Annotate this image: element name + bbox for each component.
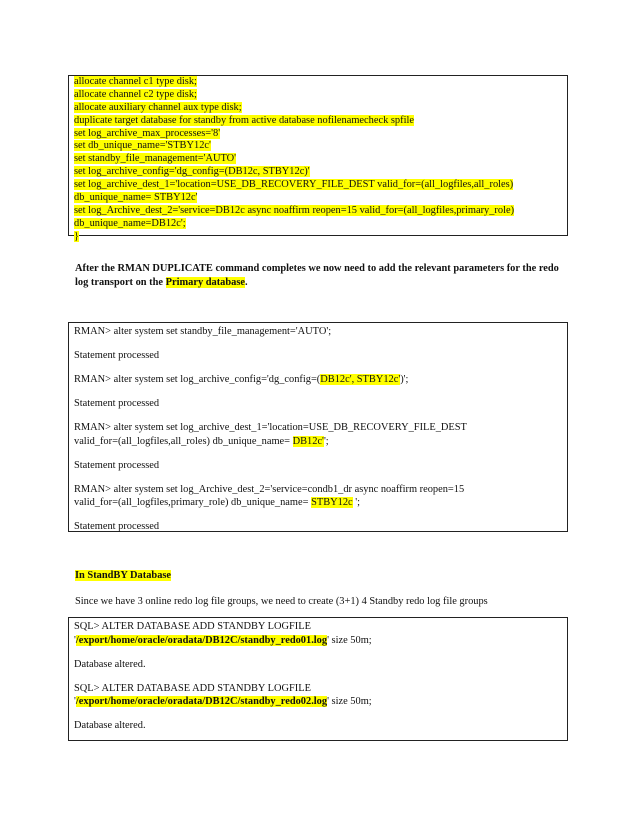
script-line: db_unique_name= STBY12c' <box>74 192 198 204</box>
script-line: set standby_file_management='AUTO' <box>74 153 237 165</box>
command-text: RMAN> alter system set log_archive_config='dg_config=( <box>74 374 321 385</box>
sql-command: SQL> ALTER DATABASE ADD STANDBY LOGFILE <box>74 621 311 632</box>
command-result: Statement processed <box>74 398 160 409</box>
command-text: RMAN> alter system set log_Archive_dest_2='service=condb1_dr async noaffirm reopen=15 <box>74 483 465 495</box>
command-text: valid_for=(all_logfiles,primary_role) db_unique_name= <box>74 497 309 508</box>
value-highlight: DB12c', STBY12c' <box>320 374 401 385</box>
value-highlight: STBY12c <box>311 497 353 508</box>
script-line: db_unique_name=DB12c'; <box>74 217 186 229</box>
command-result: Statement processed <box>74 459 160 471</box>
script-line: allocate channel c1 type disk; <box>74 76 197 87</box>
script-line: duplicate target database for standby from active database nofilenamecheck spfile <box>74 114 414 126</box>
script-line: set log_Archive_dest_2='service=DB12c async noaffirm reopen=15 valid_for=(all_logfiles,primary_role) <box>74 204 515 216</box>
file-path-highlight: /export/home/oracle/oradata/DB12C/standby_redo01.log <box>75 634 328 646</box>
rman-command <box>74 325 562 339</box>
standby-heading <box>75 569 570 583</box>
script-line: set log_archive_max_processes='8' <box>74 127 221 139</box>
sql-command-cont <box>74 695 562 709</box>
primary-params-paragraph <box>75 262 570 289</box>
rman-command-cont <box>74 435 562 449</box>
file-path-highlight: /export/home/oracle/oradata/DB12C/standby_redo02.log <box>75 696 328 707</box>
command-text: RMAN> alter system set standby_file_management='AUTO'; <box>74 326 332 337</box>
primary-database-highlight: Primary database <box>165 276 246 288</box>
command-text: ' size 50m; <box>327 634 372 646</box>
sql-commands-box <box>68 617 568 741</box>
command-result: Database altered. <box>74 658 146 670</box>
rman-command-cont <box>74 496 562 510</box>
standby-paragraph: Since we have 3 online redo log file groups, we need to create (3+1) 4 Standby redo log file groups <box>75 596 488 607</box>
command-text: ' size 50m; <box>327 696 372 707</box>
command-text: '; <box>323 435 329 447</box>
script-line: allocate channel c2 type disk; <box>74 88 197 100</box>
rman-command <box>74 421 562 435</box>
paragraph-end: . <box>245 276 248 288</box>
command-result: Statement processed <box>74 521 160 532</box>
rman-command <box>74 483 562 497</box>
script-line: } <box>74 230 79 242</box>
value-highlight: DB12c' <box>292 435 324 447</box>
paragraph-text: After the RMAN DUPLICATE command completes we now need to add the relevant parameters for the redo log transport on the <box>75 263 559 288</box>
standby-heading-text: In StandBY Database <box>75 570 172 581</box>
rman-commands-box <box>68 322 568 532</box>
rman-script-box <box>68 75 568 242</box>
command-text: valid_for=(all_logfiles,all_roles) db_unique_name= <box>74 435 291 447</box>
command-result: Statement processed <box>74 350 160 361</box>
command-text: )'; <box>400 374 409 385</box>
script-line: set log_archive_config='dg_config=(DB12c, STBY12c)' <box>74 166 310 178</box>
script-line: set db_unique_name='STBY12c' <box>74 140 211 152</box>
rman-command <box>74 373 562 387</box>
script-line: allocate auxiliary channel aux type disk; <box>74 101 242 113</box>
command-text: '; <box>352 497 361 508</box>
command-text: RMAN> alter system set log_archive_dest_1='location=USE_DB_RECOVERY_FILE_DEST <box>74 422 467 433</box>
sql-command-cont <box>74 634 562 648</box>
sql-command: SQL> ALTER DATABASE ADD STANDBY LOGFILE <box>74 682 311 694</box>
command-result: Database altered. <box>74 720 146 731</box>
command-text: ' <box>74 696 76 707</box>
command-text: ' <box>74 634 76 646</box>
script-line: set log_archive_dest_1='location=USE_DB_RECOVERY_FILE_DEST valid_for=(all_logfiles,all_roles) <box>74 179 514 191</box>
